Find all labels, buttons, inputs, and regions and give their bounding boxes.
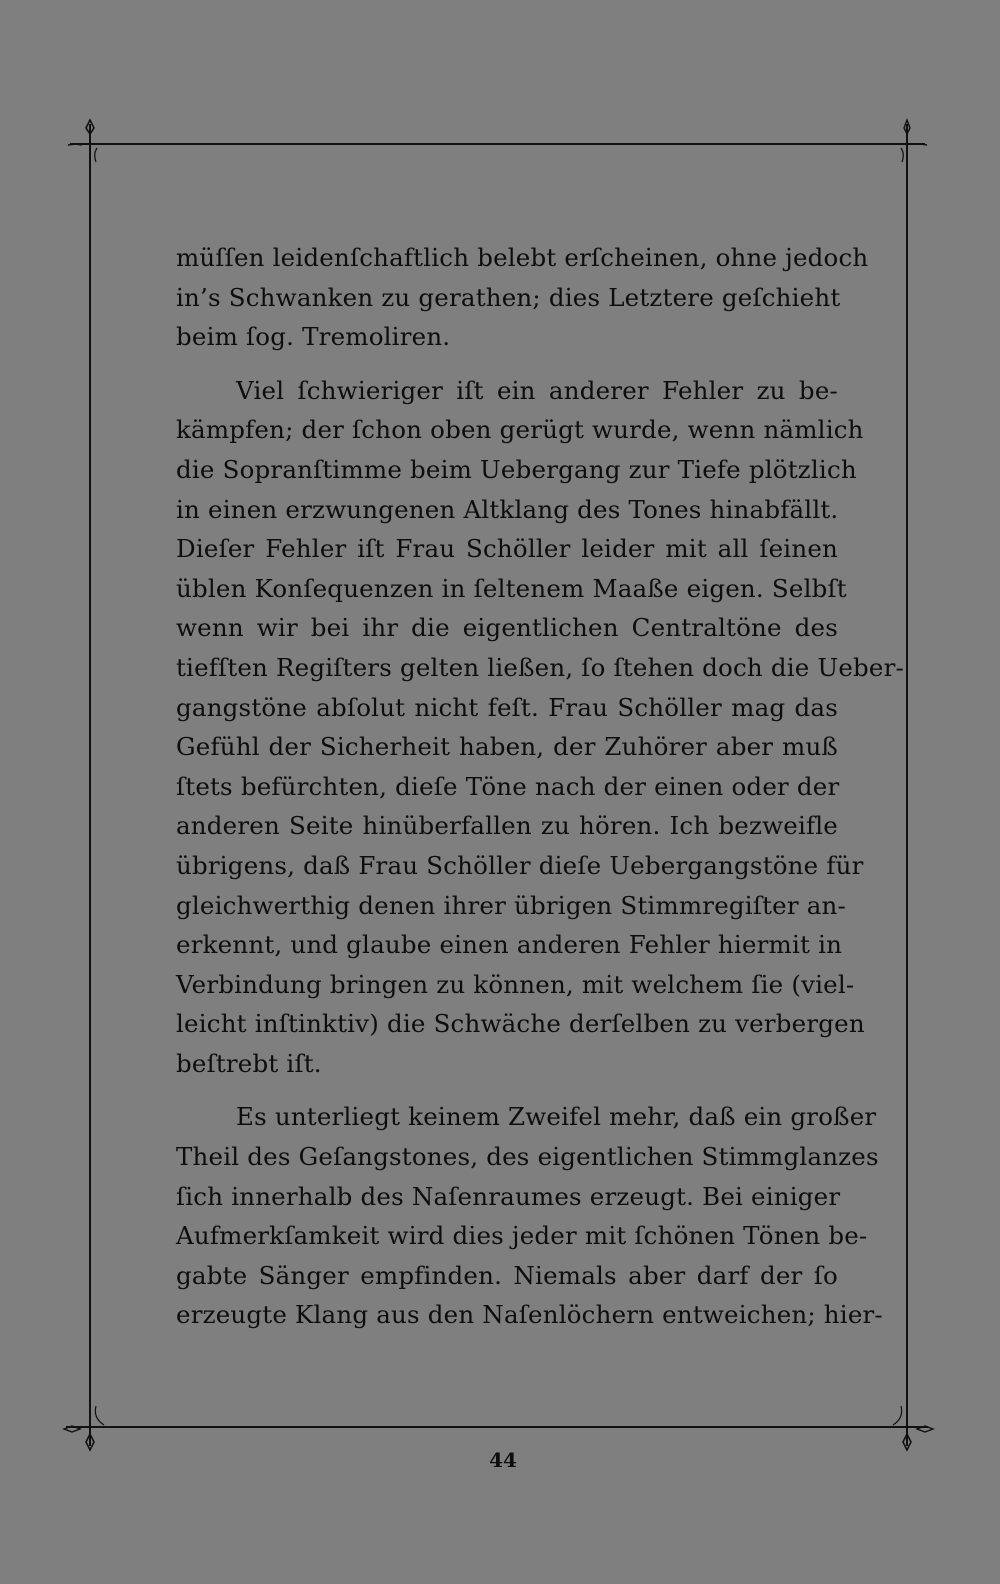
corner-ornament-bottom-left — [60, 1396, 120, 1456]
text-line: gangstöne abſolut nicht feſt. Frau Schöller mag das — [176, 692, 838, 722]
paragraph-gap — [176, 1083, 838, 1097]
corner-ornament-top-right — [877, 112, 937, 172]
text-line: Dieſer Fehler iſt Frau Schöller leider mit all ſeinen — [176, 534, 838, 564]
paragraph — [176, 238, 869, 357]
text-line: beim ſog. Tremoliren. — [176, 322, 451, 352]
text-line: Aufmerkſamkeit wird dies jeder mit ſchönen Tönen be- — [176, 1221, 868, 1251]
text-line: beſtrebt iſt. — [176, 1048, 322, 1078]
text-line: die Sopranſtimme beim Uebergang zur Tiefe plötzlich — [176, 454, 857, 484]
paragraph-gap — [176, 357, 838, 371]
text-line: erzeugte Klang aus den Naſenlöchern entweichen; hier- — [176, 1300, 883, 1330]
text-line: erkennt, und glaube einen anderen Fehler hiermit in — [176, 930, 843, 960]
text-line: kämpfen; der ſchon oben gerügt wurde, wenn nämlich — [176, 415, 864, 445]
text-line: gleichwerthig denen ihrer übrigen Stimmregiſter an- — [176, 890, 847, 920]
text-line: übrigens, daß Frau Schöller dieſe Uebergangstöne für — [176, 850, 864, 880]
page-number: 44 — [489, 1448, 517, 1472]
text-line: ſtets befürchten, dieſe Töne nach der einen oder der — [176, 771, 840, 801]
frame-bottom-rule — [66, 1426, 928, 1428]
frame-left-rule — [89, 124, 91, 1446]
frame-top-rule — [70, 143, 925, 145]
text-line: tiefſten Regiſters gelten ließen, ſo ſtehen doch die Ueber- — [176, 652, 905, 682]
corner-ornament-bottom-right — [877, 1396, 941, 1456]
text-line: üblen Konſequenzen in ſeltenem Maaße eigen. Selbſt — [176, 573, 847, 603]
text-line: ſich innerhalb des Naſenraumes erzeugt. Bei einiger — [176, 1181, 841, 1211]
text-line: in einen erzwungenen Altklang des Tones hinabfällt. — [176, 494, 839, 524]
page-text-body — [176, 238, 905, 1335]
text-line: wenn wir bei ihr die eigentlichen Centraltöne des — [176, 613, 838, 643]
text-line: Viel ſchwieriger iſt ein anderer Fehler zu be- — [236, 375, 838, 405]
text-line: müſſen leidenſchaftlich belebt erſcheinen, ohne jedoch — [176, 243, 869, 272]
frame-right-rule — [906, 124, 908, 1446]
text-line: Es unterliegt keinem Zweifel mehr, daß ein großer — [236, 1102, 877, 1132]
text-line: Theil des Geſangstones, des eigentlichen Stimmglanzes — [176, 1142, 879, 1172]
text-line: leicht inſtinktiv) die Schwäche derſelben zu verbergen — [176, 1009, 865, 1039]
corner-ornament-top-left — [60, 112, 120, 172]
text-line: anderen Seite hinüberfallen zu hören. Ich bezweifle — [176, 811, 838, 841]
text-line: gabte Sänger empfinden. Niemals aber darf der ſo — [176, 1260, 838, 1290]
paragraph — [176, 371, 905, 1084]
paragraph — [176, 1097, 883, 1335]
text-line: Gefühl der Sicherheit haben, der Zuhörer aber muß — [176, 732, 838, 762]
text-line: Verbindung bringen zu können, mit welchem ſie (viel- — [176, 969, 855, 999]
text-line: in’s Schwanken zu gerathen; dies Letztere geſchieht — [176, 282, 841, 312]
